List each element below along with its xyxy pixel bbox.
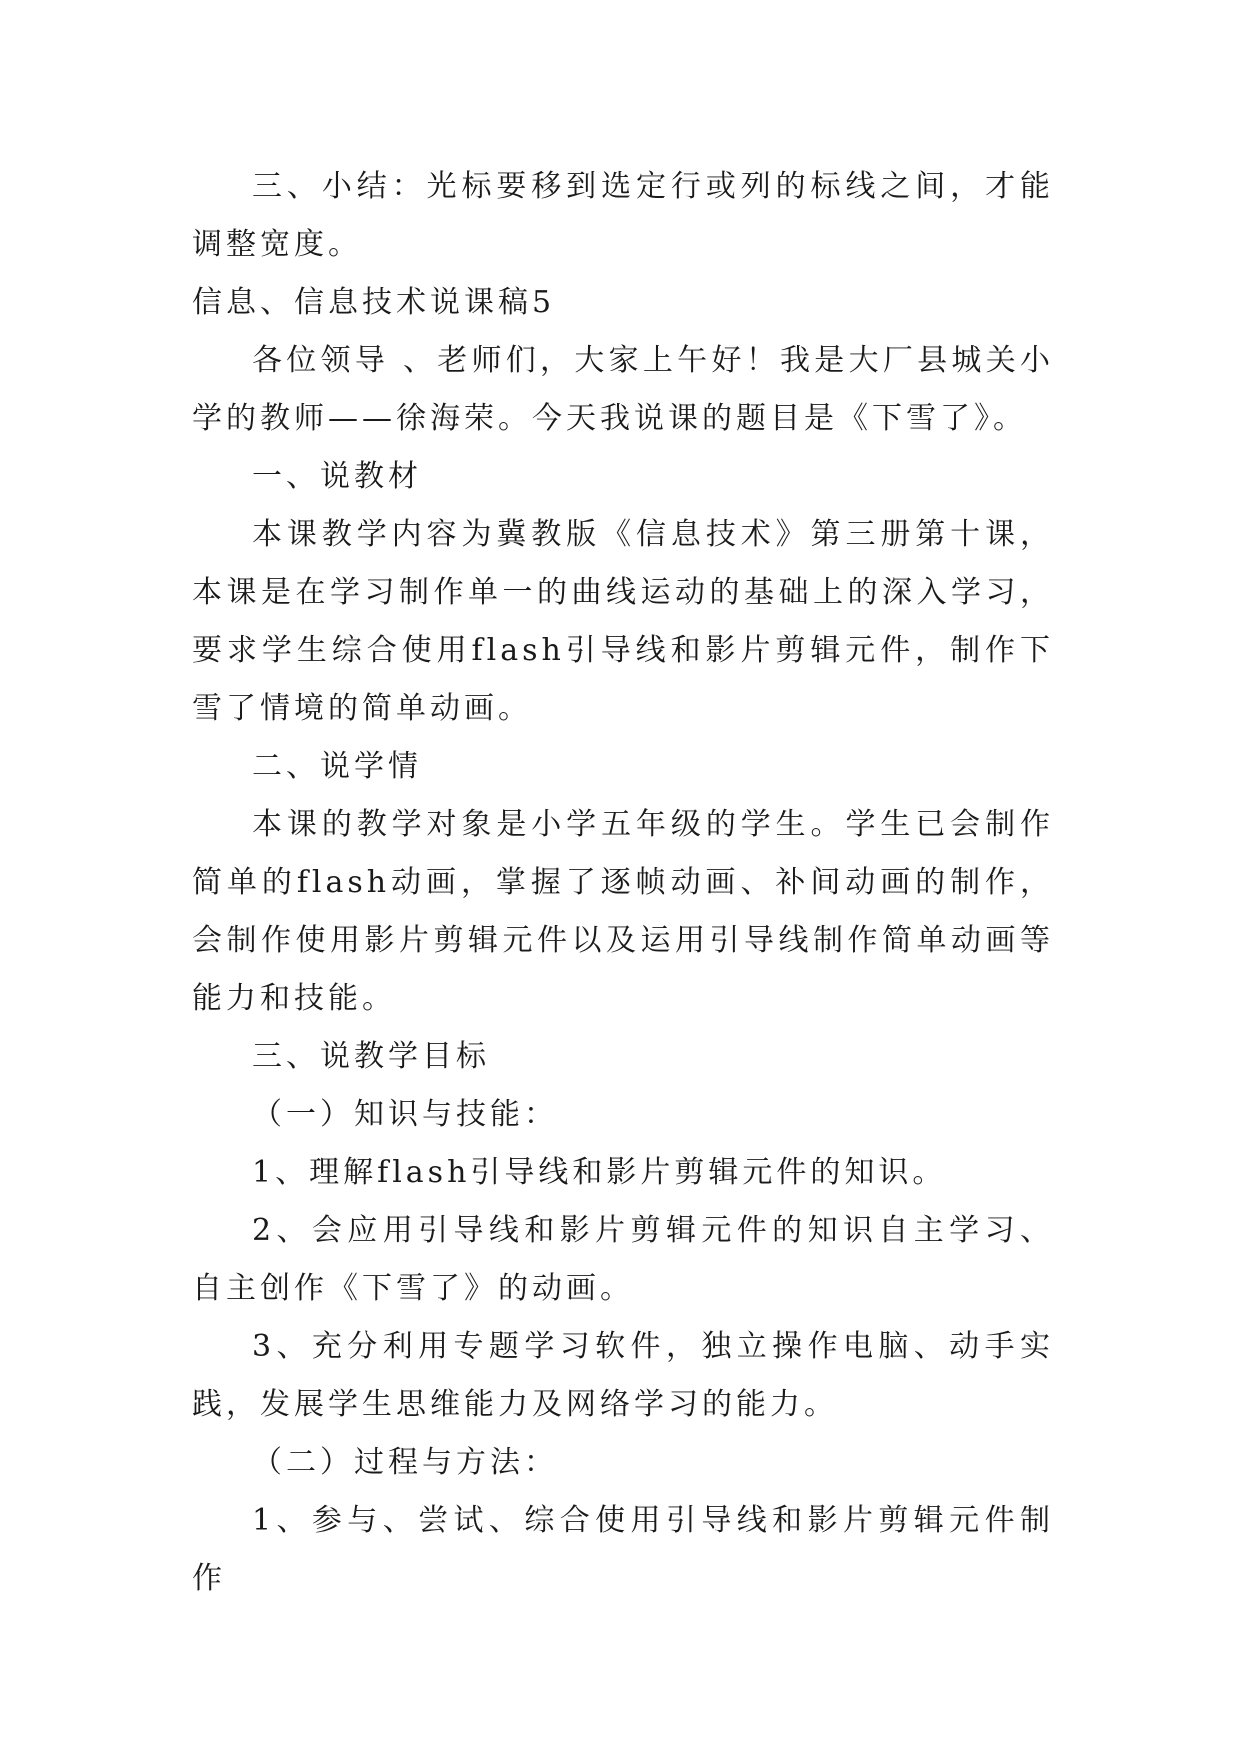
paragraph-greeting: 各位领导 、老师们，大家上午好！我是大厂县城关小学的教师——徐海荣。今天我说课的题目是《下雪了》。 bbox=[192, 343, 1054, 436]
paragraph-student-analysis: 本课的教学对象是小学五年级的学生。学生已会制作简单的flash动画，掌握了逐帧动画、补间动画的制作，会制作使用影片剪辑元件以及运用引导线制作简单动画等能力和技能。 bbox=[192, 807, 1054, 1016]
paragraph-teaching-material: 本课教学内容为冀教版《信息技术》第三册第十课，本课是在学习制作单一的曲线运动的基础上的深入学习，要求学生综合使用flash引导线和影片剪辑元件，制作下雪了情境的简单动画。 bbox=[192, 517, 1054, 726]
list-item: 2、会应用引导线和影片剪辑元件的知识自主学习、自主创作《下雪了》的动画。 bbox=[192, 1213, 1054, 1306]
document-body bbox=[192, 158, 1054, 1608]
list-item: 1、参与、尝试、综合使用引导线和影片剪辑元件制作 bbox=[192, 1503, 1054, 1596]
section-title: 信息、信息技术说课稿5 bbox=[192, 285, 556, 320]
list-item: 3、充分利用专题学习软件，独立操作电脑、动手实践，发展学生思维能力及网络学习的能力。 bbox=[192, 1329, 1054, 1422]
heading-teaching-material: 一、说教材 bbox=[252, 459, 422, 494]
paragraph-summary: 三、小结：光标要移到选定行或列的标线之间，才能调整宽度。 bbox=[192, 169, 1054, 262]
list-item: 1、理解flash引导线和影片剪辑元件的知识。 bbox=[252, 1155, 947, 1190]
subheading-knowledge-skills: （一）知识与技能： bbox=[252, 1097, 558, 1132]
subheading-process-method: （二）过程与方法： bbox=[252, 1445, 558, 1480]
heading-teaching-goals: 三、说教学目标 bbox=[252, 1039, 490, 1074]
heading-student-analysis: 二、说学情 bbox=[252, 749, 422, 784]
